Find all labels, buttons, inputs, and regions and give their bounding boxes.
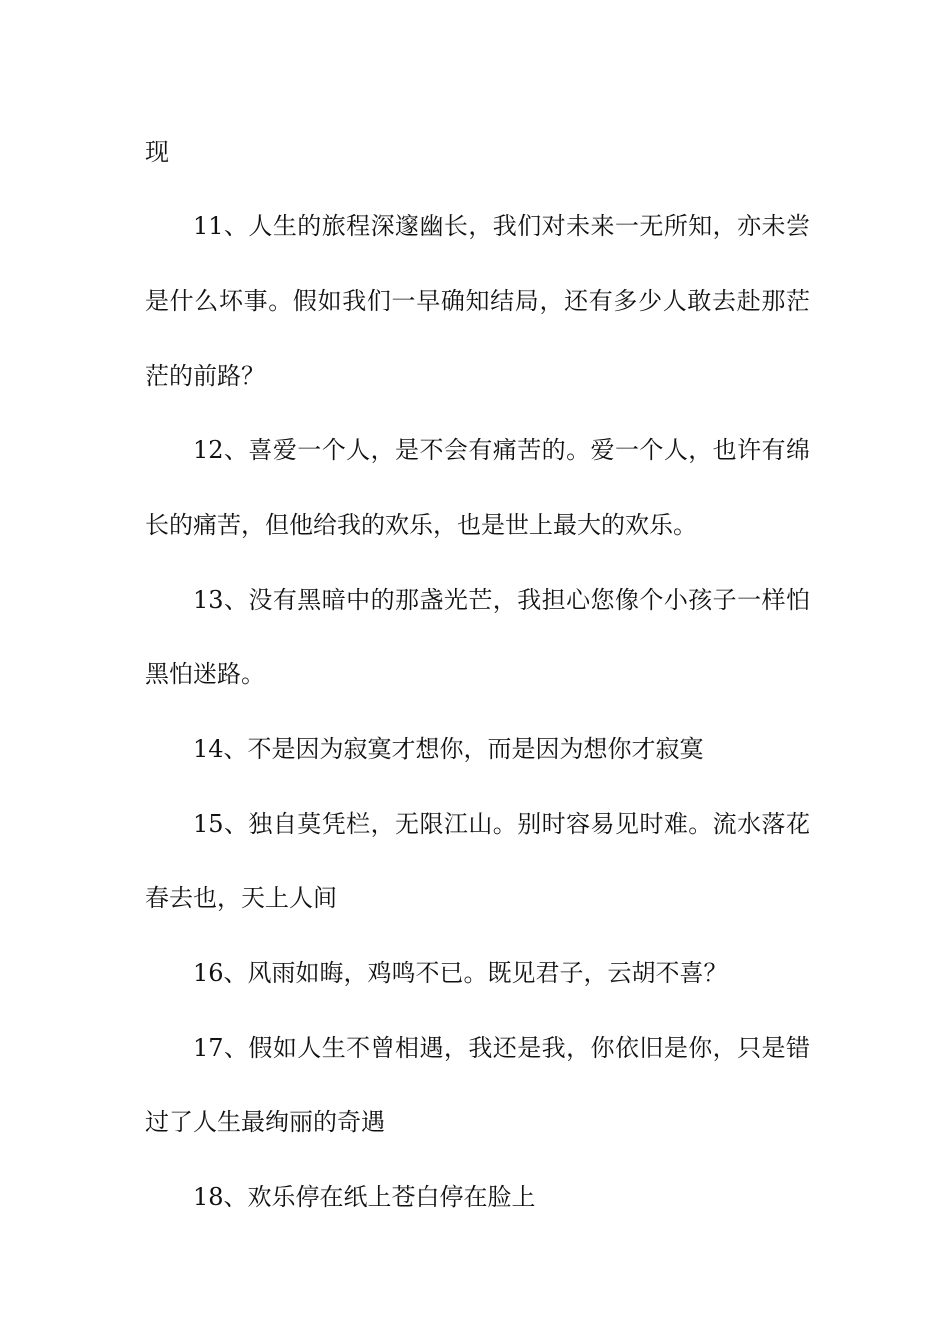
paragraph-14-line-1: 14、不是因为寂寞才想你，而是因为想你才寂寞 <box>193 735 704 763</box>
paragraph-16-line-1: 16、风雨如晦，鸡鸣不已。既见君子，云胡不喜？ <box>193 959 728 987</box>
paragraph-12-line-1: 12、喜爱一个人，是不会有痛苦的。爱一个人，也许有绵 <box>193 436 810 464</box>
paragraph-17-line-1: 17、假如人生不曾相遇，我还是我，你依旧是你，只是错 <box>193 1034 810 1062</box>
paragraph-15-line-1: 15、独自莫凭栏，无限江山。别时容易见时难。流水落花 <box>193 810 810 838</box>
paragraph-11-line-2: 是什么坏事。假如我们一早确知结局，还有多少人敢去赴那茫 <box>145 287 810 315</box>
paragraph-11-line-3: 茫的前路？ <box>145 362 265 390</box>
paragraph-17-line-2: 过了人生最绚丽的奇遇 <box>145 1108 385 1136</box>
paragraph-13-line-2: 黑怕迷路。 <box>145 660 265 688</box>
paragraph-18-line-1: 18、欢乐停在纸上苍白停在脸上 <box>193 1183 536 1211</box>
text-line-continuation: 现 <box>145 138 169 166</box>
paragraph-12-line-2: 长的痛苦，但他给我的欢乐，也是世上最大的欢乐。 <box>145 511 697 539</box>
paragraph-13-line-1: 13、没有黑暗中的那盏光芒，我担心您像个小孩子一样怕 <box>193 586 810 614</box>
paragraph-11-line-1: 11、人生的旅程深邃幽长，我们对未来一无所知，亦未尝 <box>193 212 810 240</box>
paragraph-15-line-2: 春去也，天上人间 <box>145 884 337 912</box>
